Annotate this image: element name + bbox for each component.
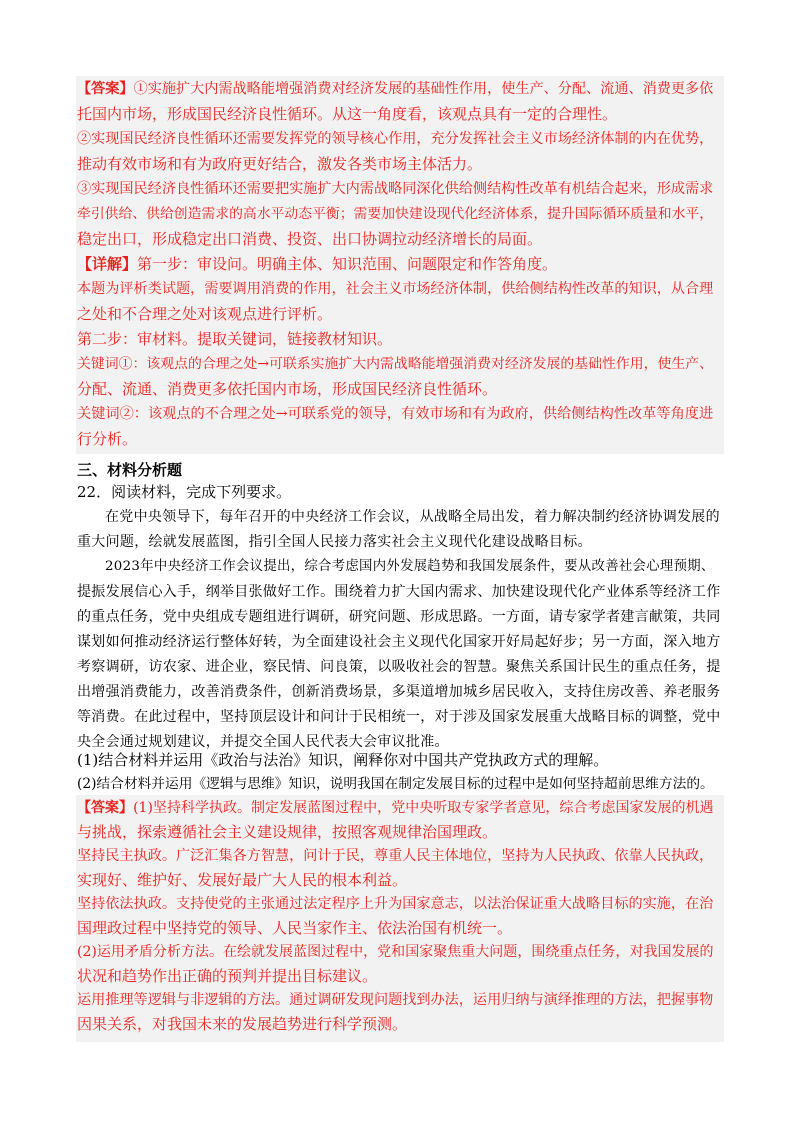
detail-tag: 【详解】: [77, 255, 138, 273]
material-line: 央全会通过规划建议，并提交全国人民代表大会审议批准。: [77, 734, 449, 750]
answer-2-line: (2)运用矛盾分析方法。在绘就发展蓝图过程中，党和国家聚焦重大问题，围绕重点任务，对我国发展的: [77, 944, 714, 960]
answer-1-line: ③实现国民经济良性循环还需要把实施扩大内需战略同深化供给侧结构性改革有机结合起来，形成需求: [77, 181, 714, 197]
detail-line: 本题为评析类试题，需要调用消费的作用，社会主义市场经济体制，供给侧结构性改革的知识，从合理: [77, 281, 714, 297]
answer-1-line: 推动有效市场和有为政府更好结合，激发各类市场主体活力。: [77, 155, 483, 173]
answer-2-line: 运用推理等逻辑与非逻辑的方法。通过调研发现问题找到办法，运用归纳与演绎推理的方法，把握事物: [77, 992, 714, 1008]
material-line: 重大问题，绘就发展蓝图，指引全国人民接力落实社会主义现代化建设战略目标。: [77, 534, 592, 550]
answer-1-line: 牵引供给、供给创造需求的高水平动态平衡；需要加快建设现代化经济体系，提升国际循环质量和水平，: [77, 206, 714, 222]
material-line: 等消费。在此过程中，坚持顶层设计和问计于民相统一，对于涉及国家发展重大战略目标的调整，党中: [77, 709, 721, 725]
answer-tag: 【答案】: [77, 800, 134, 816]
answer-2-line: 【答案】(1)坚持科学执政。制定发展蓝图过程中，党中央听取专家学者意见，综合考虑国家发展的机遇: [77, 800, 714, 816]
question-intro: 22．阅读材料，完成下列要求。: [77, 483, 292, 501]
answer-2-line: 坚持依法执政。支持使党的主张通过法定程序上升为国家意志，以法治保证重大战略目标的实施，在治: [77, 896, 714, 912]
sub-question-2: (2)结合材料并运用《逻辑与思维》知识，说明我国在制定发展目标的过程中是如何坚持超前思维方法的。: [77, 776, 714, 792]
answer-1-line: 【答案】①实施扩大内需战略能增强消费对经济发展的基础性作用，使生产、分配、流通、消费更多依: [77, 81, 714, 97]
answer-2-line: 国理政过程中坚持党的领导、人民当家作主、依法治国有机统一。: [77, 919, 513, 937]
answer-1-line: 稳定出口，形成稳定出口消费、投资、出口协调拉动经济增长的局面。: [77, 230, 543, 248]
detail-line: 分配、流通、消费更多依托国内市场，形成国民经济良性循环。: [77, 380, 498, 398]
material-line: 2023年中央经济工作会议提出，综合考虑国内外发展趋势和我国发展条件，要从改善社会心理预期、: [105, 559, 715, 574]
answer-tag: 【答案】: [77, 81, 134, 97]
material-line: 出增强消费能力，改善消费条件，创新消费场景，多渠道增加城乡居民收入，支持住房改善、养老服务: [77, 684, 721, 700]
detail-line: 关键词②：该观点的不合理之处→可联系党的领导，有效市场和有为政府，供给侧结构性改革等角度进: [77, 406, 714, 422]
answer-2-line: 状况和趋势作出正确的预判并提出目标建议。: [77, 967, 378, 985]
detail-line: 第二步：审材料。提取关键词，链接教材知识。: [77, 330, 393, 348]
material-line: 考察调研，访农家、进企业，察民情、问良策，以吸收社会的智慧。聚焦关系国计民生的重点任务，提: [77, 659, 721, 675]
sub-question-1: (1)结合材料并运用《政治与法治》知识，阐释你对中国共产党执政方式的理解。: [77, 751, 609, 769]
section-heading: 三、材料分析题: [77, 461, 183, 479]
detail-line: 之处和不合理之处对该观点进行评析。: [77, 305, 333, 323]
material-line: 提振发展信心入手，纲举目张做好工作。围绕着力扩大国内需求、加快建设现代化产业体系等经济工作: [77, 584, 721, 600]
answer-2-line: 坚持民主执政。广泛汇集各方智慧，问计于民，尊重人民主体地位，坚持为人民执政、依靠人民执政，: [77, 848, 714, 864]
material-line: 在党中央领导下，每年召开的中央经济工作会议，从战略全局出发，着力解决制约经济协调发展的: [105, 509, 720, 525]
answer-2-line: 因果关系，对我国未来的发展趋势进行科学预测。: [77, 1015, 408, 1033]
detail-line: 【详解】第一步：审设问。明确主体、知识范围、问题限定和作答角度。: [77, 255, 558, 273]
material-line: 的重点任务，党中央组成专题组进行调研，研究问题、形成思路。一方面，请专家学者建言献策，共同: [77, 609, 721, 625]
answer-2-line: 实现好、维护好、发展好最广大人民的根本利益。: [77, 871, 408, 889]
detail-line: 关键词①：该观点的合理之处→可联系实施扩大内需战略能增强消费对经济发展的基础性作用，使生产、: [77, 356, 714, 372]
answer-1-line: 托国内市场，形成国民经济良性循环。从这一角度看，该观点具有一定的合理性。: [77, 105, 618, 123]
material-line: 谋划如何推动经济运行整体好转，为全面建设社会主义现代化国家开好局起好步；另一方面，深入地方: [77, 634, 721, 650]
answer-2-line: 与挑战，探索遵循社会主义建设规律，按照客观规律治国理政。: [77, 823, 498, 841]
detail-line: 行分析。: [77, 430, 138, 448]
answer-1-line: ②实现国民经济良性循环还需要发挥党的领导核心作用，充分发挥社会主义市场经济体制的内在优势，: [77, 131, 714, 147]
